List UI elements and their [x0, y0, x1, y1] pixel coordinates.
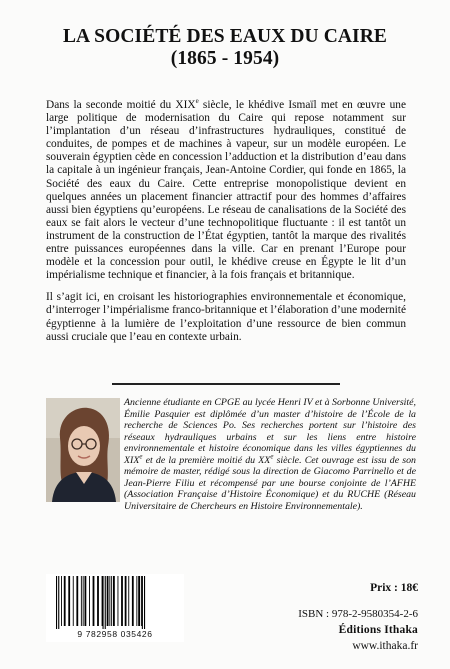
book-title: LA SOCIÉTÉ DES EAUX DU CAIRE [62, 26, 388, 47]
barcode-bar [141, 576, 142, 626]
barcode-bars [46, 574, 184, 632]
barcode-bar [128, 576, 129, 626]
barcode-guard-bar [56, 576, 57, 630]
barcode-digits: 9 782958 035426 [46, 629, 184, 639]
summary [46, 99, 406, 353]
barcode-bar [81, 576, 82, 626]
book-dates: (1865 - 1954) [170, 48, 280, 69]
publisher-name: Éditions Ithaka [338, 624, 418, 636]
barcode-bar [68, 576, 70, 626]
barcode-bar [97, 576, 99, 626]
divider [112, 383, 340, 385]
barcode-bar [102, 576, 103, 626]
barcode-guard-bar [142, 576, 143, 630]
barcode-bar [111, 576, 112, 626]
barcode-bar [121, 576, 123, 626]
author-bio: Ancienne étudiante en CPGE au lycée Henri IV et à Sorbonne Université, Émilie Pasquier est diplômée d’un master d’histoire de l’École de la recherche de Sciences Po. Ses recherches portent sur l’histoire des réseaux hydrauliques urbains et sur les liens entre histoire environnementale et histoire économique dans les villes égyptiennes du XIXe et de la première moitié du XXe siècle. Cet ouvrage est issu de son mémoire de master, rédigé sous la direction de Giacomo Parrinello et de Jean-Pierre Filiu et récompensé par une bourse conjointe de l’AFHE (Association Française d’Histoire Économique) et du RUCHE (Réseau Universitaire de Chercheurs en Histoire Environnementale). [124, 397, 416, 512]
barcode-guard-bar [58, 576, 59, 630]
price: Prix : 18€ [370, 582, 418, 594]
barcode-bar [83, 576, 84, 626]
barcode-bar [113, 576, 115, 626]
summary-paragraph-2: Il s’agit ici, en croisant les historiographies environnementale et économique, d’interroger l’impérialisme franco-britannique et l’élaboration d’une modernité égyptienne à la lumière de l’exploitation d’une ressource de bien commun aussi cruciale que l’eau en contexte urbain. [46, 291, 406, 343]
barcode-bar [61, 576, 62, 626]
barcode-bar [118, 576, 119, 626]
isbn-barcode [46, 574, 184, 642]
author-photo [46, 398, 120, 502]
barcode-bar [109, 576, 110, 626]
barcode-bar [76, 576, 78, 626]
barcode-bar [89, 576, 90, 626]
barcode-bar [138, 576, 140, 626]
barcode-bar [93, 576, 95, 626]
barcode-bar [132, 576, 134, 626]
barcode-bar [125, 576, 127, 626]
isbn: ISBN : 978-2-9580354-2-6 [298, 608, 418, 620]
barcode-bar [107, 576, 109, 626]
book-title-block [0, 26, 450, 70]
summary-paragraph-1: Dans la seconde moitié du XIXe siècle, le khédive Ismaïl met en œuvre une large politique de modernisation du Caire qui repose notamment sur l’implantation d’un réseau d’infrastructures hydrauliques, constitué de conduites, de pompes et de machines à vapeur, sur un modèle européen. Le souverain égyptien cède en concession l’adduction et la distribution d’eau dans la capitale à un ingénieur français, Jean-Antoine Cordier, qui fonde en 1865, la Société des eaux du Caire. Cette entreprise monopolistique devient en quelques années un placement financier attractif pour des hommes d’affaires aussi bien égyptiens qu’européens. Le réseau de canalisations de la Société des eaux se fait alors le vecteur d’une technopolitique fluctuante : il est tantôt un instrument de la construction de l’État égyptien, tantôt la marque des rivalités entre puissances européennes dans la ville. Car en prenant l’Europe pour modèle et la concession pour outil, le khédive creuse en Égypte le lit d’un impérialisme technique et financier, à la fois français et britannique. [46, 97, 406, 282]
barcode-guard-bar [105, 576, 106, 630]
barcode-bar [73, 576, 74, 626]
barcode-bar [64, 576, 66, 626]
barcode-guard-bar [103, 576, 104, 630]
barcode-bar [136, 576, 137, 626]
barcode-bar [85, 576, 87, 626]
barcode-guard-bar [144, 576, 145, 630]
publisher-website: www.ithaka.fr [352, 640, 418, 652]
